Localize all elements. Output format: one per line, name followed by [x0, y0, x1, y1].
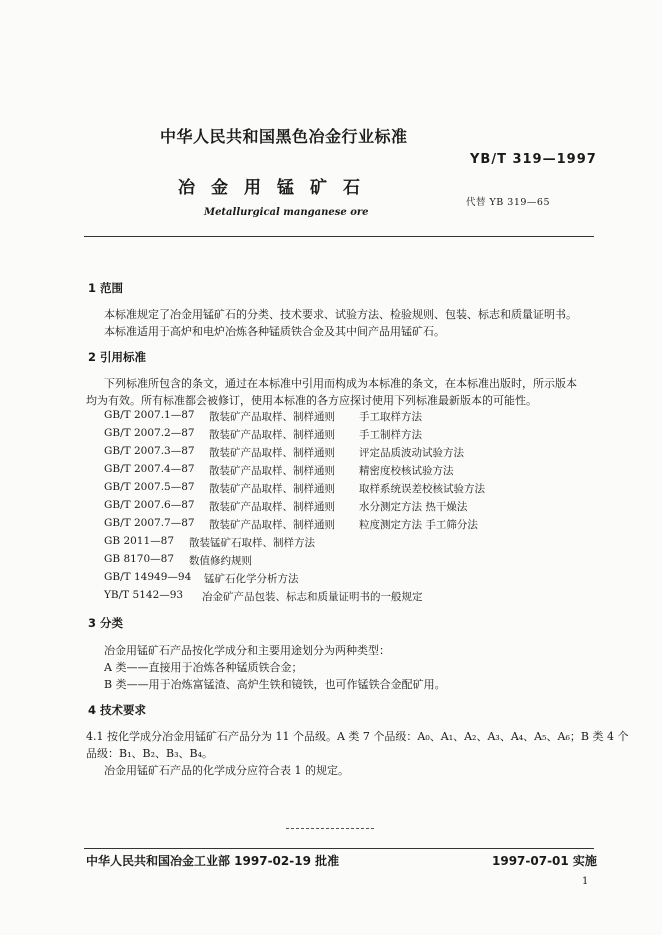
- section-2-para-line-2: 均为有效。所有标准都会被修订，使用本标准的各方应探讨使用下列标准最新版本的可能性。: [86, 394, 537, 407]
- section-1-heading: 1 范围: [88, 281, 124, 295]
- reference-code: GB/T 2007.4—87: [104, 463, 195, 475]
- page-divider: [286, 828, 374, 829]
- clause-4-1-line-1: 4.1 按化学成分冶金用锰矿石产品分为 11 个品级。A 类 7 个品级：A₀、A₁、A₂、A₃、A₄、A₅、A₆；B 类 4 个: [86, 730, 629, 743]
- reference-subtitle: 手工制样方法: [359, 429, 422, 441]
- reference-subtitle: 手工取样方法: [359, 411, 422, 423]
- replaces-note: 代替 YB 319—65: [466, 197, 551, 208]
- reference-code: GB/T 2007.6—87: [104, 499, 195, 511]
- section-3-heading: 3 分类: [88, 616, 124, 630]
- clause-4-1-line-2: 品级：B₁、B₂、B₃、B₄。: [86, 747, 213, 760]
- reference-title: 散装矿产品取样、制样通则: [209, 429, 335, 441]
- approval-date: 中华人民共和国冶金工业部 1997-02-19 批准: [86, 854, 340, 868]
- section-1-para-1: 本标准规定了冶金用锰矿石的分类、技术要求、试验方法、检验规则、包装、标志和质量证明书。: [104, 308, 577, 321]
- standard-number: YB/T 319—1997: [470, 152, 597, 167]
- reference-subtitle: 粒度测定方法 手工筛分法: [359, 519, 478, 531]
- reference-title: 散装矿产品取样、制样通则: [209, 483, 335, 495]
- reference-subtitle: 取样系统误差校核试验方法: [359, 483, 485, 495]
- footer-rule: [84, 848, 594, 849]
- reference-code: GB/T 2007.2—87: [104, 427, 195, 439]
- english-title: Metallurgical manganese ore: [204, 207, 369, 218]
- document-title: 冶金用锰矿石: [178, 178, 376, 198]
- reference-title: 散装矿产品取样、制样通则: [209, 465, 335, 477]
- section-3-para: 冶金用锰矿石产品按化学成分和主要用途划分为两种类型：: [104, 644, 390, 657]
- clause-4-1-line-3: 冶金用锰矿石产品的化学成分应符合表 1 的规定。: [104, 764, 349, 777]
- reference-code: GB/T 2007.1—87: [104, 409, 195, 421]
- reference-subtitle: 评定品质波动试验方法: [359, 447, 464, 459]
- reference-title: 锰矿石化学分析方法: [204, 573, 299, 585]
- reference-code: GB/T 14949—94: [104, 571, 192, 583]
- reference-title: 数值修约规则: [189, 555, 252, 567]
- header-rule: [84, 236, 594, 237]
- reference-code: GB/T 2007.7—87: [104, 517, 195, 529]
- section-1-para-2: 本标准适用于高炉和电炉冶炼各种锰质铁合金及其中间产品用锰矿石。: [104, 325, 445, 338]
- reference-code: YB/T 5142—93: [104, 589, 184, 601]
- class-b-item: B 类——用于冶炼富锰渣、高炉生铁和镜铁，也可作锰铁合金配矿用。: [104, 678, 446, 691]
- reference-code: GB/T 2007.5—87: [104, 481, 195, 493]
- page-number: 1: [582, 876, 589, 887]
- section-4-heading: 4 技术要求: [88, 703, 147, 717]
- reference-title: 散装矿产品取样、制样通则: [209, 447, 335, 459]
- reference-code: GB 8170—87: [104, 553, 175, 565]
- implementation-date: 1997-07-01 实施: [492, 854, 597, 868]
- reference-title: 散装矿产品取样、制样通则: [209, 411, 335, 423]
- ministry-title: 中华人民共和国黑色冶金行业标准: [160, 127, 408, 146]
- section-2-para-line-1: 下列标准所包含的条文，通过在本标准中引用而构成为本标准的条文，在本标准出版时，所示版本: [104, 377, 577, 390]
- reference-subtitle: 精密度校核试验方法: [359, 465, 454, 477]
- reference-title: 散装矿产品取样、制样通则: [209, 519, 335, 531]
- reference-code: GB/T 2007.3—87: [104, 445, 195, 457]
- reference-title: 冶金矿产品包装、标志和质量证明书的一般规定: [202, 591, 423, 603]
- reference-title: 散装矿产品取样、制样通则: [209, 501, 335, 513]
- reference-title: 散装锰矿石取样、制样方法: [189, 537, 315, 549]
- reference-code: GB 2011—87: [104, 535, 175, 547]
- reference-subtitle: 水分测定方法 热干燥法: [359, 501, 468, 513]
- class-a-item: A 类——直接用于冶炼各种锰质铁合金；: [104, 661, 303, 674]
- section-2-heading: 2 引用标准: [88, 350, 147, 364]
